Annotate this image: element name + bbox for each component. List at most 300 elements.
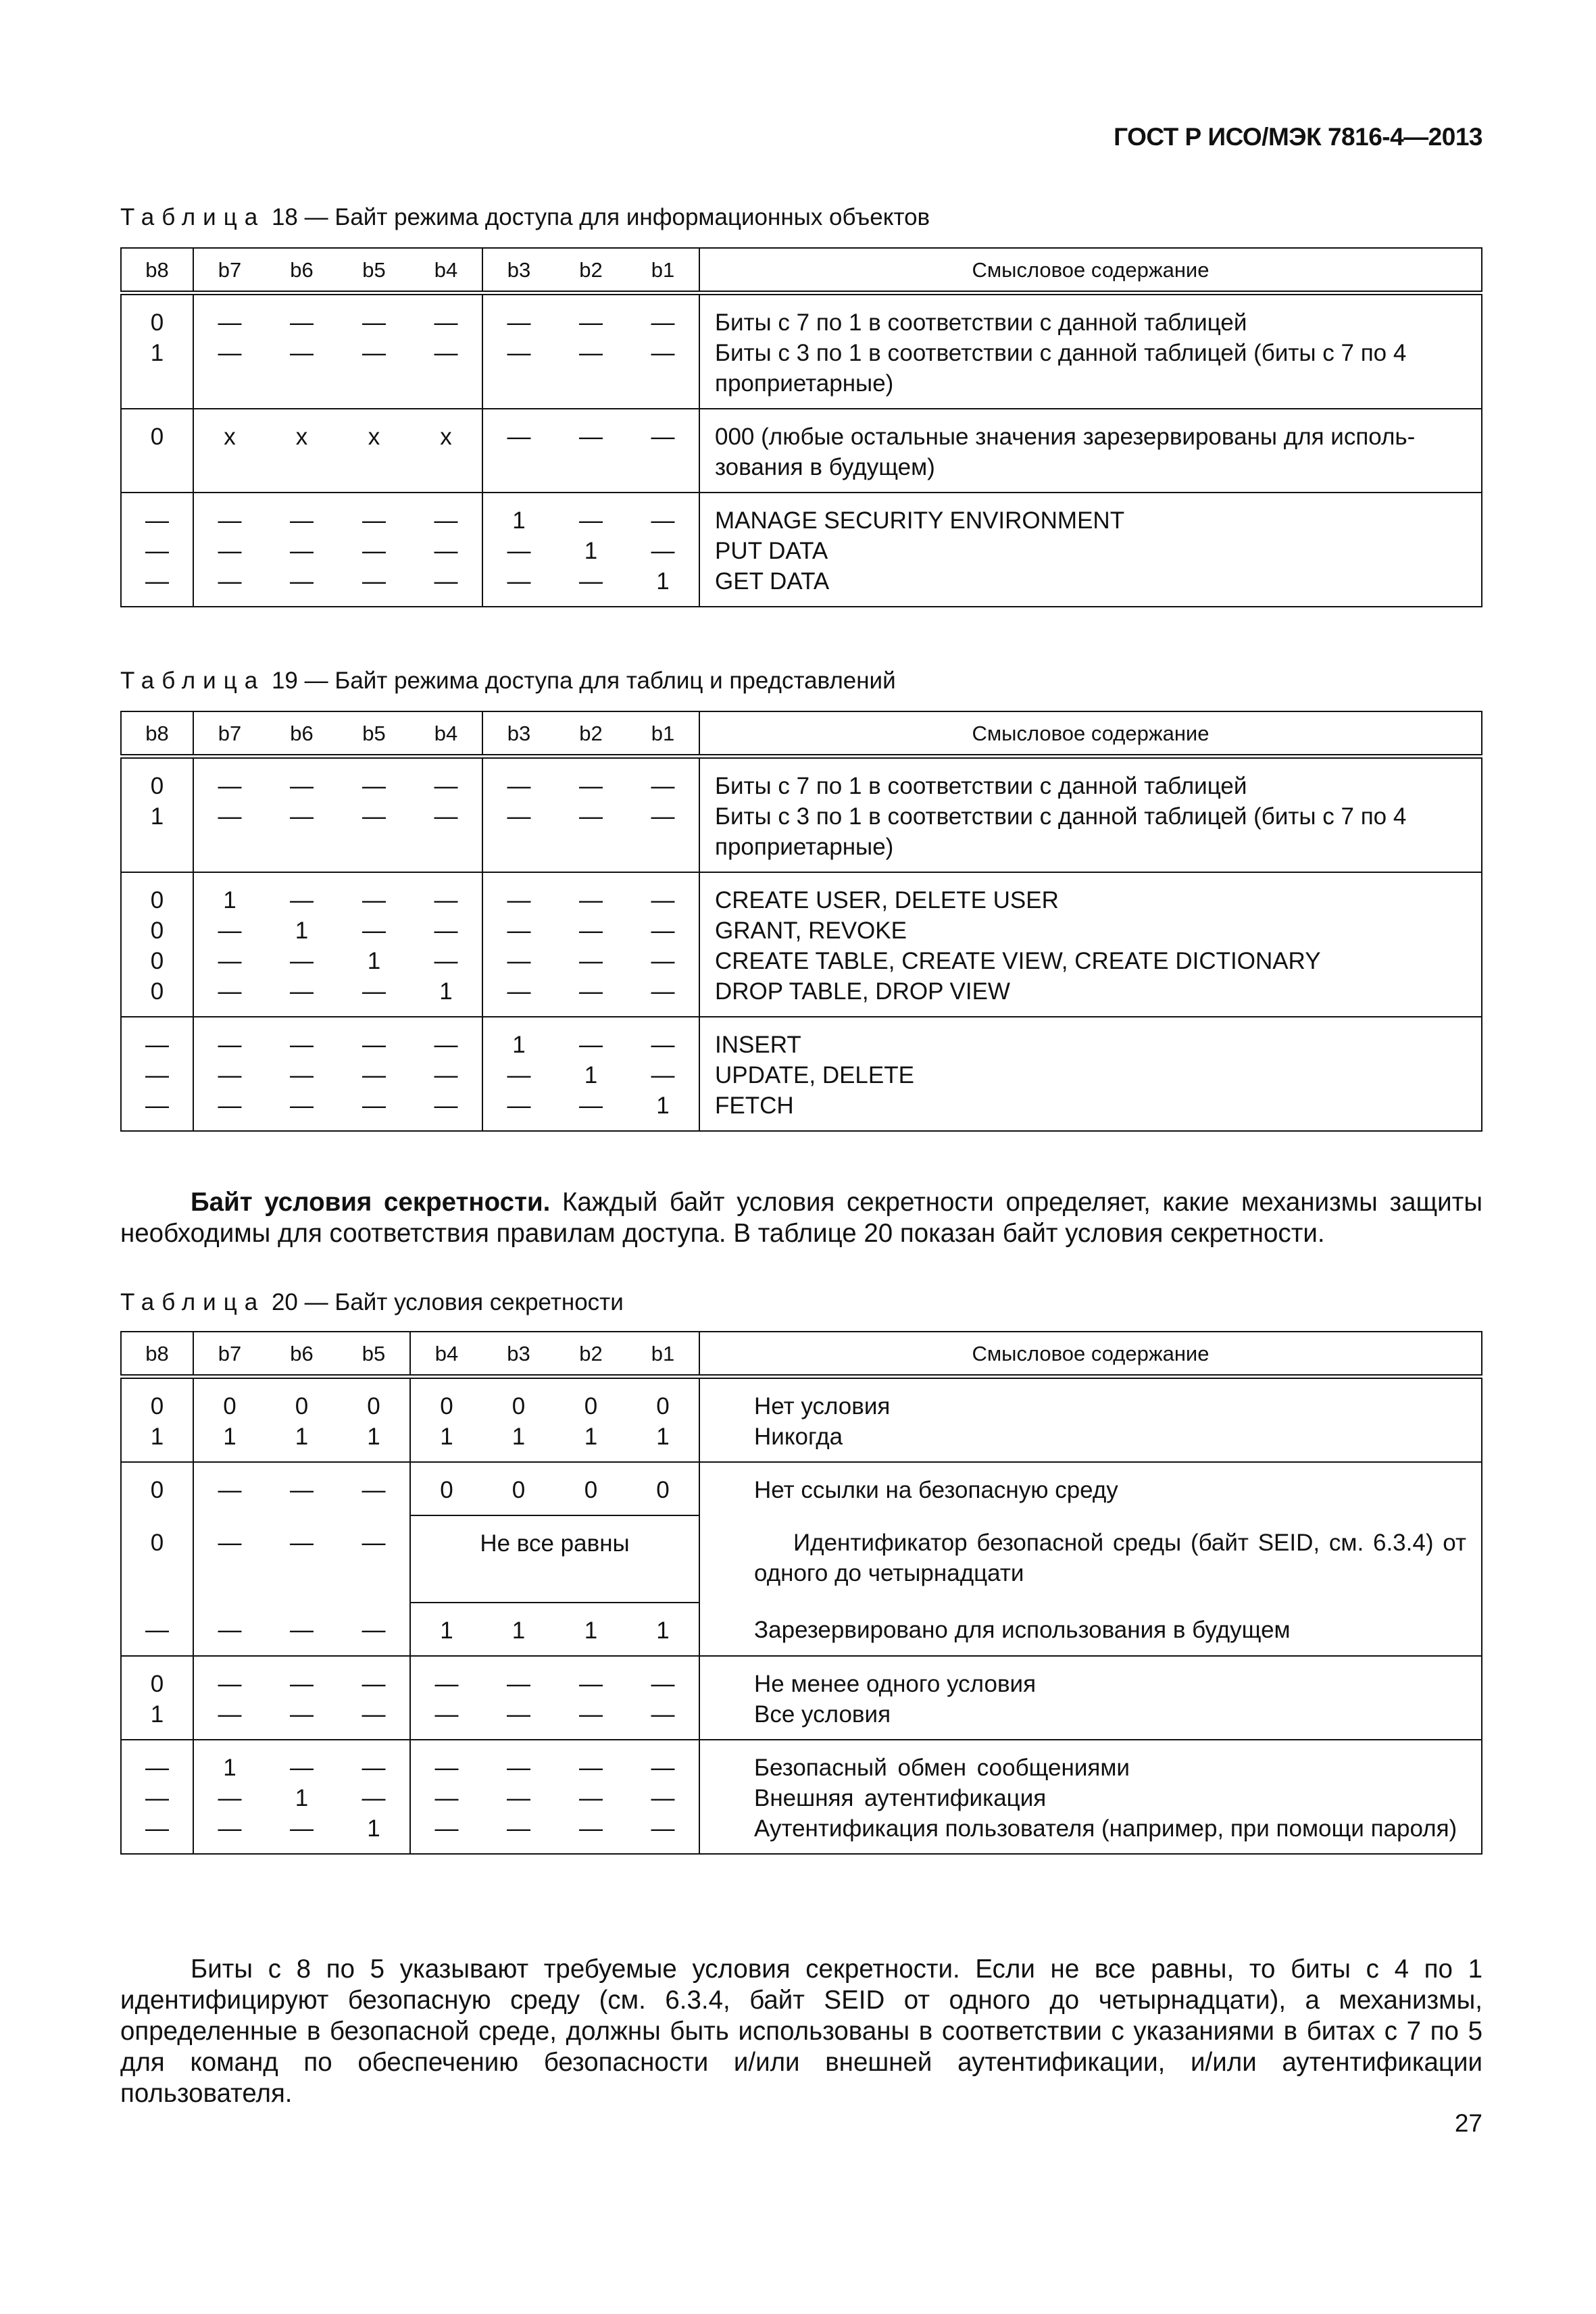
meaning-text: Биты с 7 по 1 в соответствии с данной таблицей [715,773,1247,799]
bit-value: 0 [295,1393,309,1419]
bit-value: — [361,1785,386,1811]
bit-value: 1 [150,1701,164,1728]
bit-cell-b4: 0 [410,1462,482,1515]
bit-cell-b6: — [290,1617,314,1643]
meaning-cell [699,409,1482,493]
bit-value: — [507,1815,530,1842]
bit-value: 1 [367,1424,380,1450]
col-header-b8: b8 [121,1332,193,1377]
bit-value: 1 [223,887,236,913]
meaning-text: GRANT, REVOKE [715,917,907,944]
bit-value: — [145,538,169,564]
bit-value: — [434,887,458,913]
meaning-text: PUT DATA [715,538,828,564]
bit-value: — [145,1815,169,1842]
meaning-text: Нет условия [754,1393,891,1419]
table-row-group [121,757,1482,873]
bit-cell-b7: — [193,1515,266,1603]
bit-value: — [434,568,458,595]
col-header-b6: b6 [266,711,338,757]
bit-value: — [651,1815,675,1842]
bit-value: — [507,917,531,944]
table-row [121,1515,1482,1603]
bit-value: 0 [512,1393,526,1419]
bit-value: — [218,917,242,944]
col-header-b6: b6 [266,248,338,293]
bit-value: — [434,309,458,336]
bit-value: — [290,1671,314,1697]
bit-cell-b7 [193,409,266,493]
col-header-b7: b7 [193,248,266,293]
bit-cell-b3 [482,1740,555,1854]
table20-caption-text: 20 — Байт условия секретности [271,1289,624,1315]
bit-cell-b4 [410,493,482,607]
bit-value: — [434,948,458,974]
bit-cell-b5 [338,1656,410,1740]
meaning-text: Безопасный обмен сообщениями [754,1755,1130,1781]
meaning-cell [699,757,1482,873]
meaning-text: Идентификатор безопасной среды (байт SEID, см. 6.3.4) от одного до четырнадцати [754,1530,1466,1586]
bit-cell-b8 [121,1656,193,1740]
bit-cell-b2 [555,1740,627,1854]
bit-value: 0 [223,1393,236,1419]
bit-value: — [579,340,603,366]
bit-value: — [507,887,531,913]
bit-value: — [218,1092,242,1119]
bit-value: 0 [656,1393,670,1419]
bit-value: — [290,803,314,830]
bit-value: — [290,948,314,974]
bit-value: 0 [150,773,164,799]
bit-value: — [651,507,675,534]
bit-value: — [651,1032,675,1058]
bit-cell-b1 [627,293,699,409]
bit-cell-b2 [555,293,627,409]
meaning-text: Биты с 7 по 1 в соответствии с данной таблицей [715,309,1247,336]
bit-value: — [579,1755,603,1781]
document-header: ГОСТ Р ИСО/МЭК 7816-4—2013 [1114,123,1482,151]
bit-value: — [434,538,458,564]
bit-value: — [651,1062,675,1088]
bit-value: 1 [223,1755,236,1781]
bit-value: — [434,803,458,830]
table-row-group [121,1656,1482,1740]
bit-cell-b7 [193,872,266,1017]
bit-cell-b3 [482,293,555,409]
bit-value: — [218,538,242,564]
bit-cell-b1 [627,1656,699,1740]
bit-cell-b2 [555,1017,627,1131]
table19 [120,711,1482,1132]
bit-value: — [218,568,242,595]
bit-value: 1 [367,1815,380,1842]
bit-cell-b7: — [193,1462,266,1515]
bit-cell-b3 [482,1656,555,1740]
bit-value: — [651,978,675,1005]
bit-cell-b3 [482,1377,555,1463]
bit-value: — [290,887,314,913]
paragraph-security-byte [120,1187,1482,1249]
bit-cell-b5 [338,493,410,607]
meaning-text: FETCH [715,1092,794,1119]
bit-value: — [507,773,531,799]
bit-value: — [579,424,603,450]
bit-cell-b6 [266,293,338,409]
bit-cell-b1 [627,1017,699,1131]
meaning-cell [699,1656,1482,1740]
bit-cell-b4 [410,1377,482,1463]
bit-value: — [290,1092,314,1119]
col-header-b2: b2 [555,711,627,757]
col-header-meaning: Смысловое содержание [699,1332,1482,1377]
meaning-text: CREATE TABLE, CREATE VIEW, CREATE DICTIONARY [715,948,1321,974]
bit-value: — [362,1092,386,1119]
bit-cell-b3 [482,409,555,493]
bit-value: — [218,309,242,336]
bit-value: — [362,309,386,336]
bit-value: — [651,803,675,830]
bit-value: — [218,773,242,799]
bit-cell-b6 [266,872,338,1017]
bit-value: x [295,424,308,450]
meaning-text: Никогда [754,1424,843,1450]
bit-value: 0 [440,1393,453,1419]
bit-value: 1 [295,1785,309,1811]
bit-cell-b2: 1 [584,1617,598,1644]
bit-value: — [290,1815,314,1842]
table18-caption-text: 18 — Байт режима доступа для информационных объектов [271,204,930,230]
bit-value: 1 [656,568,670,595]
bit-value: 0 [150,309,164,336]
bit-value: — [651,1755,675,1781]
meaning-text: 000 (любые остальные значения зарезервированы для исполь-зования в будущем) [715,424,1416,480]
bit-value: — [651,538,675,564]
bit-value: — [651,887,675,913]
bit-value: — [651,1671,675,1697]
bit-cell-b6 [266,757,338,873]
bit-cell-b3 [482,872,555,1017]
bit-cell-b4 [410,1656,482,1740]
meaning-text: GET DATA [715,568,830,595]
bit-cell-b3 [482,757,555,873]
bit-value: — [218,1671,242,1697]
bit-value: — [361,1755,386,1781]
bit-value: 0 [150,917,164,944]
col-header-b1: b1 [627,1332,699,1377]
bit-cell-b2: 0 [555,1462,627,1515]
bit-value: — [145,1755,169,1781]
bit-value: — [579,568,603,595]
bit-value: — [579,1701,603,1728]
bit-value: — [290,538,314,564]
meaning-cell [699,493,1482,607]
bit-value: 0 [150,1393,164,1419]
bit-value: — [218,978,242,1005]
bit-value: — [362,887,386,913]
bit-cell-b3: 1 [512,1617,526,1644]
bit-value: — [579,507,603,534]
meaning-text: DROP TABLE, DROP VIEW [715,978,1010,1005]
bit-value: — [507,1671,530,1697]
bit-cell-b4 [410,1740,482,1854]
bit-value: — [218,507,242,534]
bit-cell-b3 [482,493,555,607]
bit-value: — [579,1815,603,1842]
bit-cell-b5 [338,1377,410,1463]
bit-value: — [507,803,531,830]
meaning-cell [699,1515,1482,1603]
bit-cell-b1 [627,757,699,873]
bit-cell-b2 [555,757,627,873]
bit-cell-b7 [193,293,266,409]
col-header-b5: b5 [338,248,410,293]
bit-cell-b7 [193,1656,266,1740]
meaning-cell [699,1740,1482,1854]
col-header-b4: b4 [410,711,482,757]
col-header-b6: b6 [266,1332,338,1377]
paragraph-bits-explanation: Биты с 8 по 5 указывают требуемые условия секретности. Если не все равны, то биты с 4 по 1 идентифицируют безопасную среду (см. 6.3.4, байт SEID от одного до четырнадцати), а механизмы, определенные в безопасной среде, должны быть использованы в соответствии с указаниями в битах с 7 по 5 для команд по обеспечению безопасности и/или внешней аутентификации, и/или аутентификации пользователя. [120,1955,1482,2108]
bit-value: — [434,340,458,366]
bit-value: — [290,773,314,799]
bit-value: 1 [150,803,164,830]
bit-cell-b5 [338,1740,410,1854]
paragraph-security-byte-text: Каждый байт условия секретности определяет, какие механизмы защиты необходимы для соответствия правилам доступа. В таблице 20 показан байт условия секретности. [120,1188,1482,1248]
meaning-text: Не менее одного условия [754,1671,1037,1697]
col-header-b7: b7 [193,711,266,757]
bit-value: — [362,1032,386,1058]
col-header-meaning: Смысловое содержание [699,248,1482,293]
bit-cell-b8 [121,493,193,607]
bit-value: — [290,1062,314,1088]
table-row-group [121,872,1482,1017]
bit-cell-b5 [338,409,410,493]
bit-value: — [507,1785,530,1811]
col-header-b2: b2 [555,248,627,293]
bit-value: — [218,340,242,366]
col-header-b3: b3 [482,248,555,293]
bit-cell-b1 [627,872,699,1017]
bit-value: — [507,424,531,450]
bit-value: 1 [656,1424,670,1450]
meaning-cell [699,1017,1482,1131]
col-header-b1: b1 [627,248,699,293]
meaning-cell: Зарезервировано для использования в будущем [699,1603,1482,1656]
bit-value: — [218,1815,242,1842]
bit-cell-b1 [627,409,699,493]
col-header-b4: b4 [410,248,482,293]
bit-cell-b2 [555,493,627,607]
bit-cell-b6 [266,1656,338,1740]
bit-value: — [579,917,603,944]
bit-value: — [507,1062,531,1088]
bit-cell-b7 [193,1017,266,1131]
col-header-b7: b7 [193,1332,266,1377]
meaning-cell [699,1377,1482,1463]
bit-cell-b8 [121,1740,193,1854]
bit-cell-b5 [338,293,410,409]
meaning-text: INSERT [715,1032,801,1058]
bit-value: — [290,978,314,1005]
table18 [120,247,1482,607]
bit-cell-b8 [121,1017,193,1131]
meaning-text: UPDATE, DELETE [715,1062,914,1088]
bit-value: — [362,978,386,1005]
bit-value: — [579,773,603,799]
bit-cell-b1 [627,493,699,607]
bit-cell-b2 [555,1656,627,1740]
bit-value: — [362,340,386,366]
bit-value: — [579,887,603,913]
bit-value: — [145,568,169,595]
table20 [120,1331,1482,1855]
bit-value: — [651,948,675,974]
bit-cell-b8: 0 [121,1515,193,1603]
table19-caption [120,668,896,695]
bit-value: 0 [367,1393,380,1419]
bit-value: — [434,1755,459,1781]
bit-value: 0 [150,424,164,450]
bit-value: — [434,1785,459,1811]
bit-value: — [507,948,531,974]
paragraph-security-byte-term: Байт условия секретности. [191,1188,551,1217]
col-header-b2: b2 [555,1332,627,1377]
bit-value: — [290,1032,314,1058]
meaning-text: CREATE USER, DELETE USER [715,887,1059,913]
bit-cell-b8 [121,409,193,493]
bit-cell-b7: — [193,1603,266,1656]
bit-value: 1 [440,1424,453,1450]
meaning-text: Все условия [754,1701,891,1728]
bit-value: 0 [150,1671,164,1697]
bit-cell-b4 [410,293,482,409]
bit-cell-b6 [266,1740,338,1854]
bit-value: — [434,1092,458,1119]
bit-value: — [145,1785,169,1811]
bit-cell-b1 [627,1740,699,1854]
bit-cell-b2 [555,409,627,493]
bit-value: — [507,1701,530,1728]
bit-cell-b1: 1 [656,1617,670,1644]
bit-cell-b6 [266,1377,338,1463]
bit-cell-b4 [410,872,482,1017]
bit-value: — [579,1785,603,1811]
bit-value: — [145,1062,169,1088]
bit-value: — [218,948,242,974]
table18-caption-label: Таблица [120,204,266,230]
bit-value: 1 [584,538,598,564]
bit-value: — [362,538,386,564]
col-header-b1: b1 [627,711,699,757]
col-header-b3: b3 [482,711,555,757]
bit-value: 1 [150,1424,164,1450]
col-header-b5: b5 [338,711,410,757]
bit-value: — [507,309,531,336]
bit-value: 1 [150,340,164,366]
bit-value: — [507,1092,531,1119]
bit-value: 1 [584,1062,598,1088]
bit-value: — [145,1092,169,1119]
col-header-b8: b8 [121,711,193,757]
bit-cell-b8 [121,757,193,873]
bit-value: — [651,917,675,944]
meaning-cell: Нет ссылки на безопасную среду [699,1462,1482,1515]
bit-value: — [651,340,675,366]
bit-value: — [507,568,531,595]
table-row-group [121,1377,1482,1463]
bit-value: 0 [584,1393,598,1419]
page-number: 27 [1454,2109,1482,2137]
table19-caption-label: Таблица [120,668,266,694]
bit-value: — [290,309,314,336]
bit-cell-b2 [555,1377,627,1463]
bit-value: 1 [295,1424,309,1450]
bit-value: — [651,309,675,336]
bit-cell-b4 [410,409,482,493]
bit-cell-b2 [555,872,627,1017]
bit-value: — [434,1671,459,1697]
bit-value: — [434,1815,459,1842]
bit-cell-b5: — [338,1462,410,1515]
bit-cell-b4 [410,1017,482,1131]
col-header-b8: b8 [121,248,193,293]
bit-cell-b7 [193,493,266,607]
bit-value: — [218,1062,242,1088]
table19-caption-text: 19 — Байт режима доступа для таблиц и представлений [271,668,896,694]
table-row-group [121,1017,1482,1131]
col-header-b5: b5 [338,1332,410,1377]
bit-cell-b5: — [361,1617,386,1643]
bit-value: — [579,309,603,336]
bit-value: x [224,424,236,450]
bit-value: — [290,507,314,534]
bit-value: — [651,773,675,799]
bit-cell-b5 [338,872,410,1017]
bit-cell-b4: 1 [410,1603,482,1656]
bit-value: — [651,424,675,450]
bit-value: — [362,803,386,830]
meaning-cell [699,872,1482,1017]
bit-value: — [361,1671,386,1697]
bit-cell-b8: — [121,1603,193,1656]
meaning-text: Биты с 3 по 1 в соответствии с данной таблицей (биты с 7 по 4 проприетарные) [715,340,1407,397]
bit-value: — [218,1701,242,1728]
bit-value: — [579,1671,603,1697]
bit-value: 1 [656,1092,670,1119]
bit-value: — [145,1032,169,1058]
bit-value: — [651,1701,675,1728]
bit-value: — [290,568,314,595]
bit-value: 1 [512,507,526,534]
bit-cell-b5: — [361,1530,386,1556]
bit-value: x [440,424,452,450]
bit-value: — [362,1062,386,1088]
bit-value: — [361,1701,386,1728]
bit-value: 0 [150,887,164,913]
bit-value: — [579,803,603,830]
bit-cell-b7 [193,757,266,873]
bit-cell-b6 [266,409,338,493]
bit-cell-b6: — [290,1530,314,1556]
table-row-group [121,493,1482,607]
bit-value: — [362,568,386,595]
bit-value: — [218,1032,242,1058]
bit-value: — [290,1755,314,1781]
bit-value: — [362,507,386,534]
bit-cell-b3: 0 [482,1462,555,1515]
meaning-text: MANAGE SECURITY ENVIRONMENT [715,507,1125,534]
bit-value: 1 [295,917,309,944]
bit-cell-b3 [482,1017,555,1131]
